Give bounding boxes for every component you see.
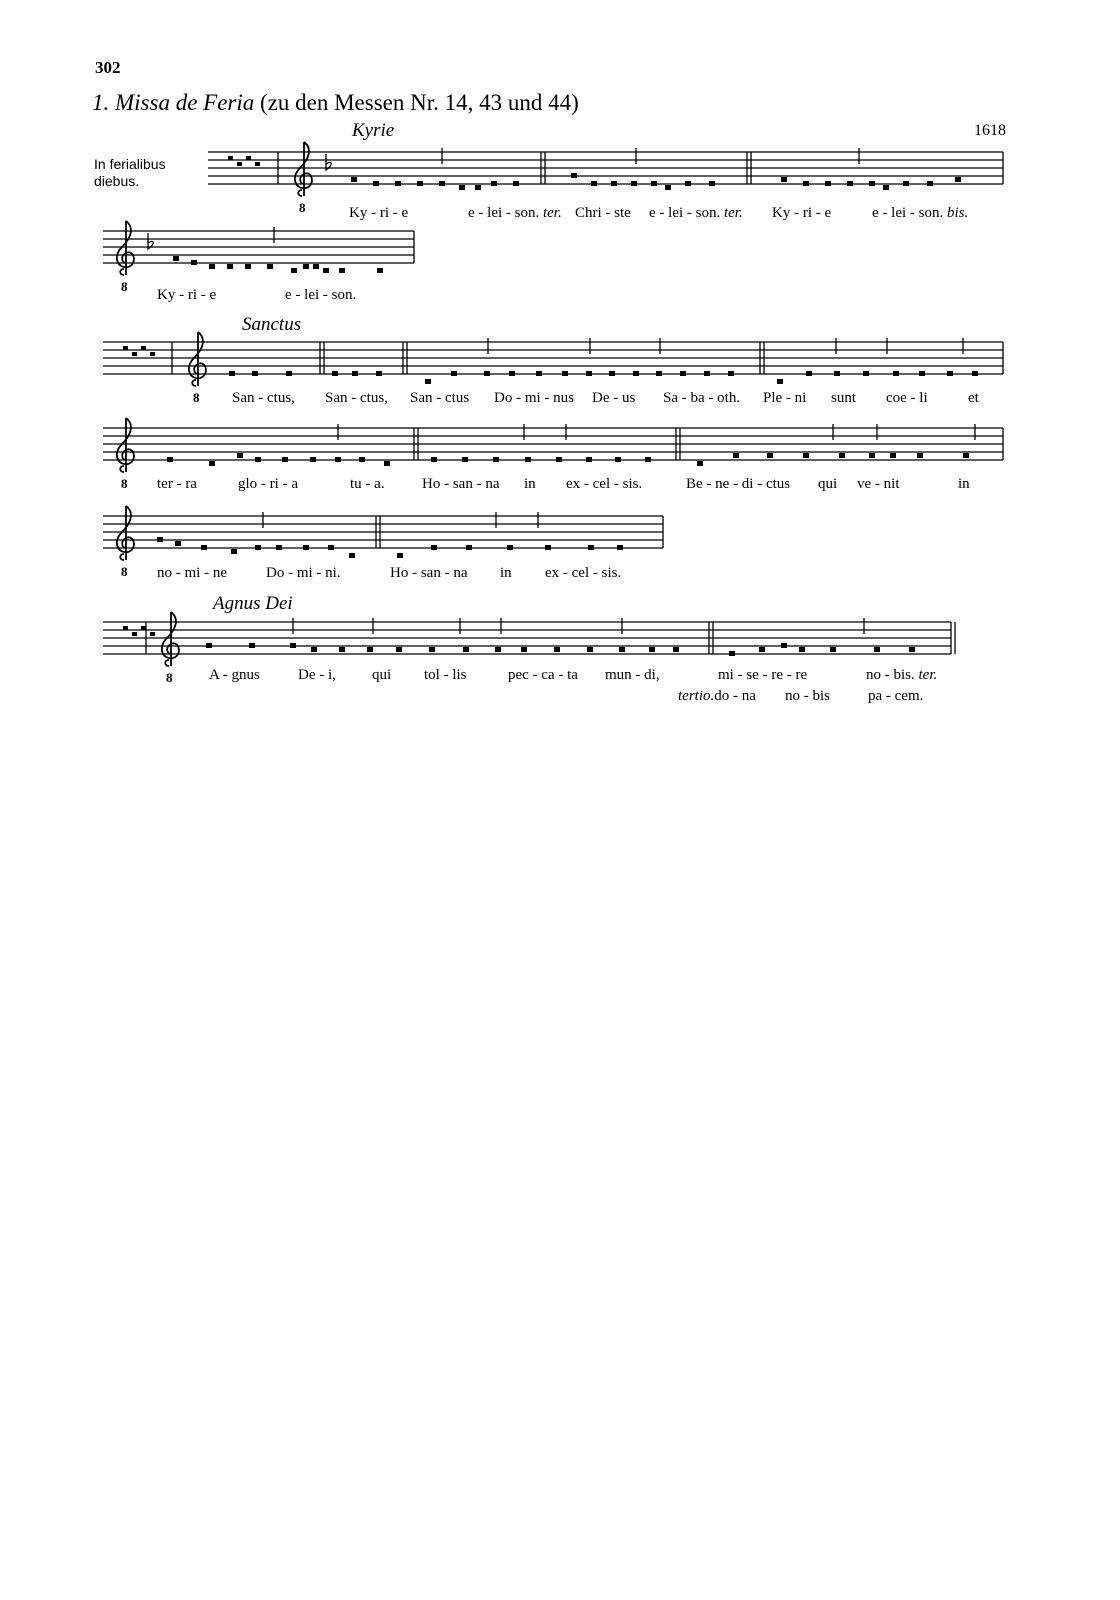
catalog-number: 1618 [974,122,1006,139]
lyric-sanctus-2f: ex - cel - sis. [566,476,643,492]
lyric-sanctus-2e: in [524,476,536,492]
lyric-sanctus-2c: tu - a. [350,476,385,492]
lyric-sanctus-1h: sunt [831,390,857,406]
lyric-sanctus-2j: in [958,476,970,492]
lyric-sanctus-1j: et [968,390,979,406]
svg-text:8: 8 [299,200,306,215]
title-mass-name: 1. Missa de Feria [92,90,255,115]
section-heading-kyrie: Kyrie [352,120,395,141]
lyric-sanctus-3b: Do - mi - ni. [266,565,341,581]
lyric-sanctus-1i: coe - li [886,390,928,406]
lyric-agnus-1a: A - gnus [209,667,260,683]
rubric-line-1: In ferialibus [94,156,166,172]
lyric-kyrie-1d: e - lei - son. ter. [649,205,743,221]
lyric-sanctus-3a: no - mi - ne [157,565,227,581]
svg-text:8: 8 [121,279,128,294]
section-heading-sanctus: Sanctus [242,314,302,335]
lyric-agnus-1h: no - bis. ter. [866,667,938,683]
lyric-agnus-1d: tol - lis [424,667,467,683]
section-heading-agnus-dei: Agnus Dei [213,593,293,614]
lyric-sanctus-1f: Sa - ba - oth. [663,390,741,406]
lyric-kyrie-1f: e - lei - son. bis. [872,205,969,221]
lyric-agnus-2c: pa - cem. [868,688,924,704]
lyric-sanctus-3e: ex - cel - sis. [545,565,622,581]
lyric-sanctus-2d: Ho - san - na [422,476,500,492]
lyric-kyrie-1a: Ky - ri - e [349,205,409,221]
page-number: 302 [95,58,121,77]
lyric-sanctus-1e: De - us [592,390,636,406]
lyric-kyrie-1e: Ky - ri - e [772,205,832,221]
rubric-line-2: diebus. [94,173,140,189]
lyric-sanctus-2a: ter - ra [157,476,197,492]
lyric-sanctus-2g: Be - ne - di - ctus [686,476,791,492]
lyric-sanctus-2h: qui [818,476,838,492]
lyric-agnus-1e: pec - ca - ta [508,667,578,683]
lyric-sanctus-1c: San - ctus [410,390,470,406]
lyric-agnus-2b: no - bis [785,688,830,704]
lyric-sanctus-3c: Ho - san - na [390,565,468,581]
lyric-kyrie-2a: Ky - ri - e [157,287,217,303]
lyric-kyrie-2b: e - lei - son. [285,287,357,303]
lyric-sanctus-1a: San - ctus, [232,390,295,406]
svg-text:8: 8 [166,670,173,685]
lyric-sanctus-1g: Ple - ni [763,390,807,406]
svg-text:8: 8 [121,476,128,491]
lyric-agnus-1c: qui [372,667,392,683]
lyric-agnus-1f: mun - di, [605,667,660,683]
lyric-kyrie-1c: Chri - ste [575,205,631,221]
lyric-sanctus-3d: in [500,565,512,581]
lyric-sanctus-2i: ve - nit [857,476,900,492]
title-subtitle: (zu den Messen Nr. 14, 43 und 44) [260,90,579,115]
lyric-agnus-1g: mi - se - re - re [718,667,808,683]
lyric-sanctus-1b: San - ctus, [325,390,388,406]
lyric-agnus-1b: De - i, [298,667,336,683]
svg-text:8: 8 [121,564,128,579]
lyric-sanctus-1d: Do - mi - nus [494,390,574,406]
svg-text:8: 8 [193,390,200,405]
lyric-kyrie-1b: e - lei - son. ter. [468,205,562,221]
lyric-agnus-2a: tertio.do - na [678,688,756,704]
lyric-sanctus-2b: glo - ri - a [238,476,298,492]
